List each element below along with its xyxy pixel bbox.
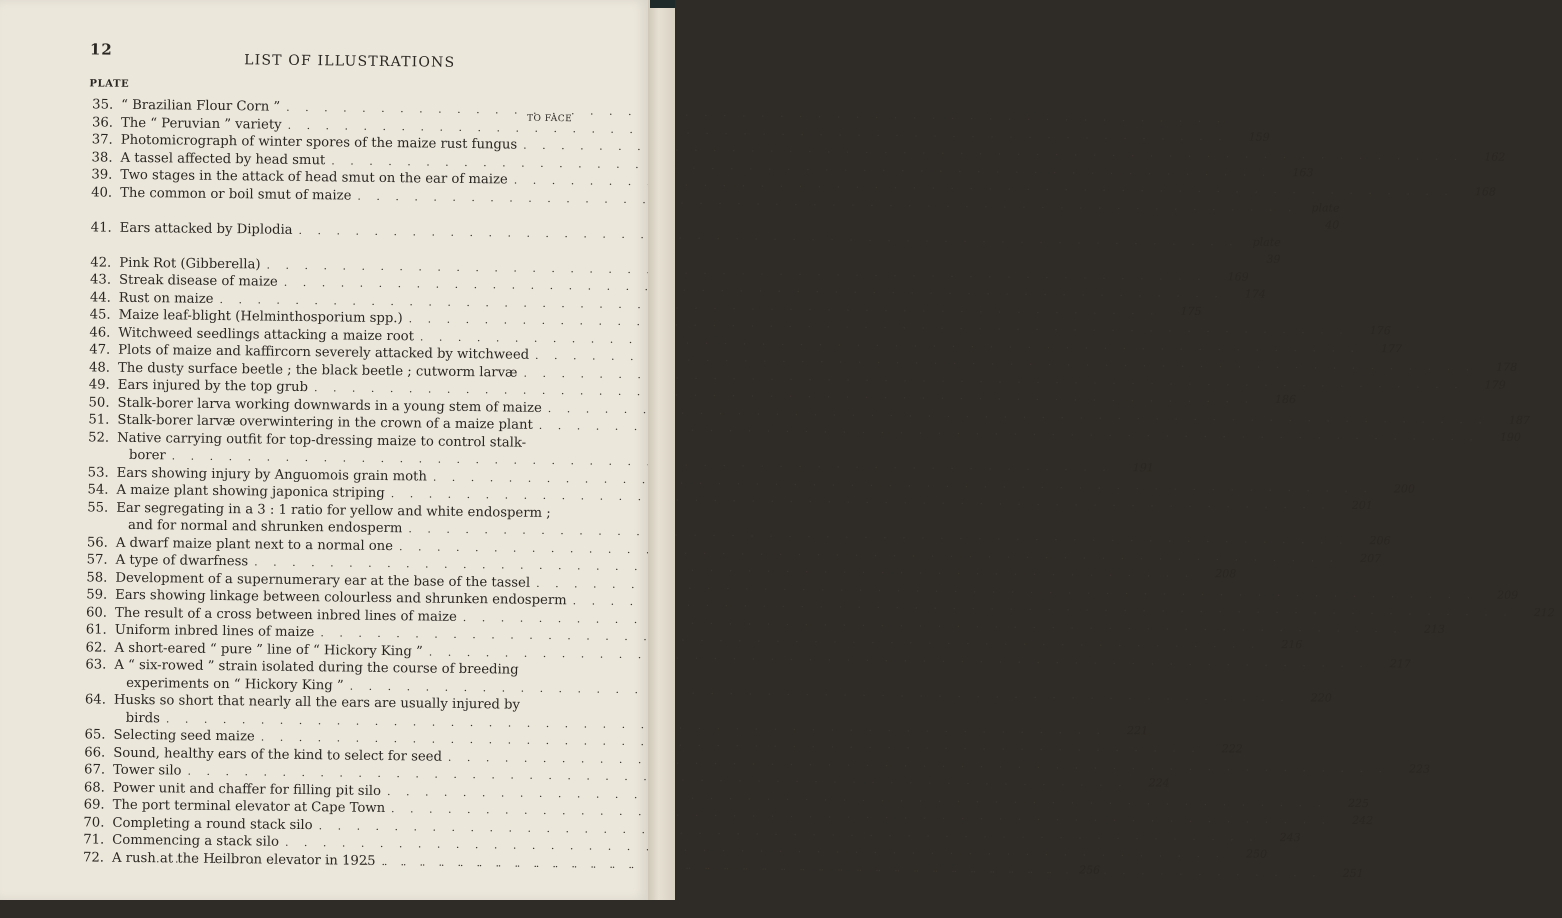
plate-title: Two stages in the attack of head smut on the ear of maize bbox=[120, 167, 508, 188]
page-reference: 217 bbox=[1389, 656, 1412, 671]
plate-title: Rust on maize bbox=[118, 290, 214, 307]
plate-title-continuation: borer bbox=[128, 447, 166, 464]
page-reference: 216 bbox=[1281, 637, 1303, 652]
plate-title: The result of a cross between inbred lines of maize bbox=[114, 605, 457, 625]
page-reference: plate 39 bbox=[1252, 235, 1281, 266]
page-reference: 220 bbox=[1310, 690, 1332, 705]
page-reference: 243 bbox=[1279, 830, 1301, 844]
plate-number: 54. bbox=[87, 482, 109, 498]
plate-number: 72. bbox=[82, 849, 105, 866]
plate-title: Tower silo bbox=[112, 762, 182, 779]
page-reference: plate 40 bbox=[1311, 200, 1340, 232]
plate-title: Husks so short that nearly all the ears are usually injured by bbox=[113, 692, 521, 713]
plate-number: 43. bbox=[89, 272, 112, 288]
plate-number: 47. bbox=[89, 342, 111, 358]
page-reference: 242 bbox=[1352, 813, 1374, 828]
plate-number: 36. bbox=[91, 114, 114, 131]
plate-number: 70. bbox=[83, 814, 105, 831]
page-reference: 209 bbox=[1497, 588, 1519, 602]
page-reference: 178 bbox=[1496, 360, 1518, 374]
plate-title: “ Brazilian Flour Corn ” bbox=[121, 97, 281, 115]
plate-number: 52. bbox=[88, 429, 110, 446]
plate-number: 71. bbox=[83, 832, 105, 848]
plate-title: A tassel affected by head smut bbox=[120, 150, 326, 168]
plate-number: 39. bbox=[91, 167, 113, 183]
page-reference: 208 bbox=[1215, 567, 1237, 581]
page-reference: 222 bbox=[1221, 742, 1243, 756]
plate-title: Selecting seed maize bbox=[113, 727, 255, 745]
plate-number: 64. bbox=[84, 692, 107, 708]
plate-title: Ear segregating in a 3 : 1 ratio for yellow and white endosperm ; bbox=[116, 500, 551, 521]
plate-title: Pink Rot (Gibberella) bbox=[119, 255, 261, 272]
plate-number: 35. bbox=[92, 97, 114, 113]
plate-title: A dwarf maize plant next to a normal one bbox=[115, 535, 394, 554]
page-reference: 206 bbox=[1369, 534, 1391, 548]
plate-title: Commencing a stack silo bbox=[112, 832, 280, 850]
plate-number: 40. bbox=[91, 184, 113, 201]
plate-title: A “ six-rowed ” strain isolated during the course of breeding bbox=[114, 657, 519, 678]
page-reference: 224 bbox=[1148, 776, 1170, 790]
plate-number: 57. bbox=[86, 552, 108, 568]
plate-number: 61. bbox=[85, 622, 107, 638]
page-reference: 179 bbox=[1484, 377, 1506, 392]
page-reference: 174 bbox=[1244, 287, 1266, 301]
illustration-list bbox=[80, 96, 1555, 880]
plate-title: A short-eared “ pure ” line of “ Hickory King ” bbox=[114, 640, 423, 659]
plate-number: 66. bbox=[84, 744, 106, 761]
plate-title: Photomicrograph of winter spores of the maize rust fungus bbox=[120, 132, 518, 153]
plate-title: Uniform inbred lines of maize bbox=[114, 622, 315, 641]
page-reference: 162 bbox=[1484, 150, 1506, 164]
plate-title-continuation: experiments on “ Hickory King ” bbox=[126, 675, 344, 694]
plate-number: 60. bbox=[85, 604, 108, 621]
plate-title: The dusty surface beetle ; the black beetle ; cutworm larvæ bbox=[117, 360, 518, 381]
page-reference bbox=[1226, 122, 1268, 123]
page-reference: 191 bbox=[1132, 461, 1154, 475]
plate-title: Development of a supernumerary ear at the base of the tassel bbox=[115, 570, 531, 591]
plate-number: 37. bbox=[91, 132, 113, 148]
page-reference: 159 bbox=[1248, 130, 1270, 144]
plate-number: 69. bbox=[83, 797, 105, 813]
plate-title: A maize plant showing japonica striping bbox=[116, 482, 385, 502]
plate-number: 56. bbox=[86, 534, 108, 551]
trailing-page-reference: 256 bbox=[1079, 863, 1101, 877]
plate-number: 59. bbox=[86, 587, 108, 603]
plate-number: 58. bbox=[86, 569, 108, 586]
plate-title: Completing a round stack silo bbox=[112, 815, 313, 833]
page-reference: 225 bbox=[1348, 796, 1370, 810]
plate-number: 50. bbox=[88, 394, 110, 411]
plate-title: Plots of maize and kaffircorn severely attacked by witchweed bbox=[118, 342, 530, 363]
plate-number: 46. bbox=[89, 324, 111, 341]
plate-title: The port terminal elevator at Cape Town bbox=[112, 797, 386, 817]
plate-title: A rush at the Heilbron elevator in 1925 bbox=[111, 850, 376, 869]
page-reference: 221 bbox=[1126, 723, 1149, 737]
page-reference: 169 bbox=[1227, 269, 1249, 284]
plate-title: Stalk-borer larvæ overwintering in the crown of a maize plant bbox=[117, 412, 533, 433]
plate-title: Ears attacked by Diplodia bbox=[119, 220, 293, 238]
plate-title: Power unit and chaffer for filling pit silo bbox=[112, 780, 382, 799]
page-number: 12 bbox=[89, 40, 113, 59]
plate-title: Ears showing injury by Anguomois grain moth bbox=[116, 465, 427, 485]
page-reference: 223 bbox=[1408, 762, 1431, 776]
plate-title: Maize leaf-blight (Helminthosporium spp.) bbox=[118, 307, 403, 327]
page-reference: 213 bbox=[1423, 622, 1446, 636]
plate-number: 55. bbox=[87, 499, 109, 516]
plate-number: 48. bbox=[88, 359, 111, 376]
plate-number: 67. bbox=[84, 762, 106, 778]
to-face-column-label: TO FACE bbox=[527, 113, 573, 125]
page-reference: 200 bbox=[1393, 481, 1416, 496]
page-reference: 250 bbox=[1246, 847, 1268, 861]
plate-title: The “ Peruvian ” variety bbox=[120, 115, 282, 133]
plate-number: 49. bbox=[88, 377, 110, 393]
plate-number: 38. bbox=[91, 149, 113, 166]
page-reference: 177 bbox=[1380, 341, 1403, 355]
page-reference: 201 bbox=[1351, 498, 1373, 513]
page-reference: 168 bbox=[1474, 185, 1496, 199]
plate-title: The common or boil smut of maize bbox=[120, 185, 352, 204]
page-edge bbox=[648, 0, 675, 900]
plate-number: 45. bbox=[89, 307, 111, 323]
plate-number: 68. bbox=[83, 779, 105, 796]
page-reference: 163 bbox=[1292, 165, 1314, 179]
plate-number: 42. bbox=[90, 254, 112, 271]
page-reference: 251 bbox=[1342, 866, 1364, 880]
plate-title: Streak disease of maize bbox=[118, 272, 278, 290]
plate-title: A type of dwarfness bbox=[115, 552, 249, 570]
page-title: LIST OF ILLUSTRATIONS bbox=[244, 52, 456, 71]
page-reference: 186 bbox=[1275, 392, 1297, 407]
plate-number: 53. bbox=[87, 464, 109, 481]
plate-number: 63. bbox=[85, 657, 107, 673]
plate-number: 51. bbox=[88, 412, 110, 428]
page-reference: 187 bbox=[1508, 413, 1530, 427]
plate-title-continuation: birds bbox=[125, 710, 161, 726]
plate-title: Stalk-borer larva working downwards in a young stem of maize bbox=[117, 395, 542, 416]
plate-number: 62. bbox=[85, 639, 107, 656]
page-reference: 212 bbox=[1533, 606, 1555, 620]
plate-title-continuation: and for normal and shrunken endosperm bbox=[127, 517, 403, 537]
plate-title: Native carrying outfit for top-dressing maize to control stalk- bbox=[117, 430, 527, 451]
plate-number: 44. bbox=[89, 289, 111, 306]
page-reference: 190 bbox=[1499, 430, 1522, 444]
page-reference: 176 bbox=[1369, 324, 1391, 338]
plate-title: Ears showing linkage between colourless and shrunken endosperm bbox=[115, 587, 567, 609]
plate-number: 65. bbox=[84, 727, 106, 743]
plate-title: Witchweed seedlings attacking a maize root bbox=[118, 325, 415, 344]
plate-title: Ears injured by the top grub bbox=[117, 377, 309, 396]
corner-mark bbox=[650, 0, 675, 8]
page-reference: 175 bbox=[1180, 304, 1202, 318]
page-reference: 207 bbox=[1360, 551, 1382, 565]
plate-column-label: PLATE bbox=[89, 78, 130, 90]
plate-title: Sound, healthy ears of the kind to select for seed bbox=[113, 745, 443, 765]
plate-number: 41. bbox=[90, 219, 112, 236]
